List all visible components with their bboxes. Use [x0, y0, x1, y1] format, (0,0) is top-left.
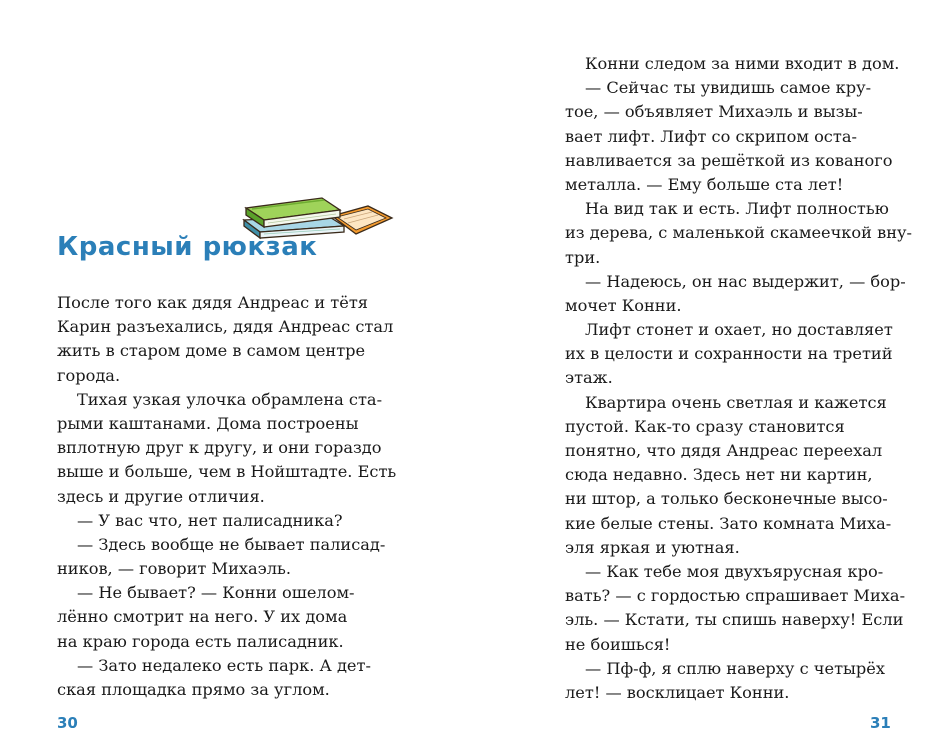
text-line: из дерева, с маленькой скамеечкой вну- [565, 223, 913, 243]
text-line: мочет Конни. [565, 295, 682, 315]
text-line: города. [57, 365, 121, 385]
text-line: металла. — Ему больше ста лет! [565, 174, 844, 194]
text-line: ников, — говорит Михаэль. [57, 559, 291, 579]
text-line: После того как дядя Андреас и тётя [57, 293, 369, 312]
text-line: Тихая узкая улочка обрамлена ста- [77, 389, 383, 409]
text-line: не боишься! [565, 634, 671, 654]
text-line: на краю города есть палисадник. [57, 631, 344, 651]
text-line: — Сейчас ты увидишь самое кру- [585, 78, 872, 98]
text-line: ни штор, а только бесконечные высо- [565, 489, 888, 509]
text-line: лет! — восклицает Конни. [565, 682, 790, 702]
text-line: Лифт стонет и охает, но доставляет [585, 320, 893, 340]
text-line: тое, — объявляет Михаэль и вызы- [565, 102, 863, 122]
text-line: пустой. Как-то сразу становится [565, 416, 845, 436]
text-line: лённо смотрит на него. У их дома [57, 607, 348, 627]
text-line: — Надеюсь, он нас выдержит, — бор- [585, 271, 906, 291]
text-line: жить в старом доме в самом центре [57, 341, 366, 361]
text-line: Карин разъехались, дядя Андреас стал [57, 317, 394, 337]
text-line: — Как тебе моя двухъярусная кро- [585, 561, 884, 581]
text-line: Квартира очень светлая и кажется [585, 392, 887, 412]
text-line: — Пф-ф, я сплю наверху с четырёх [585, 658, 885, 678]
text-line: навливается за решёткой из кованого [565, 150, 893, 170]
text-line: ская площадка прямо за углом. [57, 680, 330, 699]
text-line: вать? — с гордостью спрашивает Миха- [565, 586, 906, 606]
text-line: На вид так и есть. Лифт полностью [585, 199, 889, 219]
text-line: Конни следом за ними входит в дом. [585, 54, 900, 73]
page-number-right: 31 [870, 714, 891, 732]
text-line: рыми каштанами. Дома построены [57, 413, 359, 433]
text-line: здесь и другие отличия. [57, 486, 265, 506]
text-line: вплотную друг к другу, и они гораздо [57, 438, 382, 458]
text-line: эль. — Кстати, ты спишь наверху! Если [565, 610, 904, 630]
chapter-title: Красный рюкзак [57, 232, 318, 262]
text-line: понятно, что дядя Андреас переехал [565, 441, 883, 460]
text-line: — Зато недалеко есть парк. А дет- [77, 655, 371, 675]
text-line: выше и больше, чем в Нойштадте. Есть [57, 462, 397, 482]
text-line: кие белые стены. Зато комната Миха- [565, 513, 892, 533]
text-line: их в целости и сохранности на третий [565, 344, 893, 364]
text-line: этаж. [565, 368, 613, 388]
right-page-text [565, 52, 913, 705]
page-number-left: 30 [57, 714, 78, 732]
left-page-text [57, 291, 402, 702]
text-line: — У вас что, нет палисадника? [77, 510, 343, 530]
text-line: — Не бывает? — Конни ошелом- [77, 583, 355, 603]
text-line: вает лифт. Лифт со скрипом оста- [565, 126, 857, 146]
text-line: три. [565, 247, 601, 267]
right-page [470, 0, 940, 752]
text-line: сюда недавно. Здесь нет ни картин, [565, 465, 873, 485]
text-line: эля яркая и уютная. [565, 537, 740, 557]
text-line: — Здесь вообще не бывает палисад- [77, 534, 386, 554]
